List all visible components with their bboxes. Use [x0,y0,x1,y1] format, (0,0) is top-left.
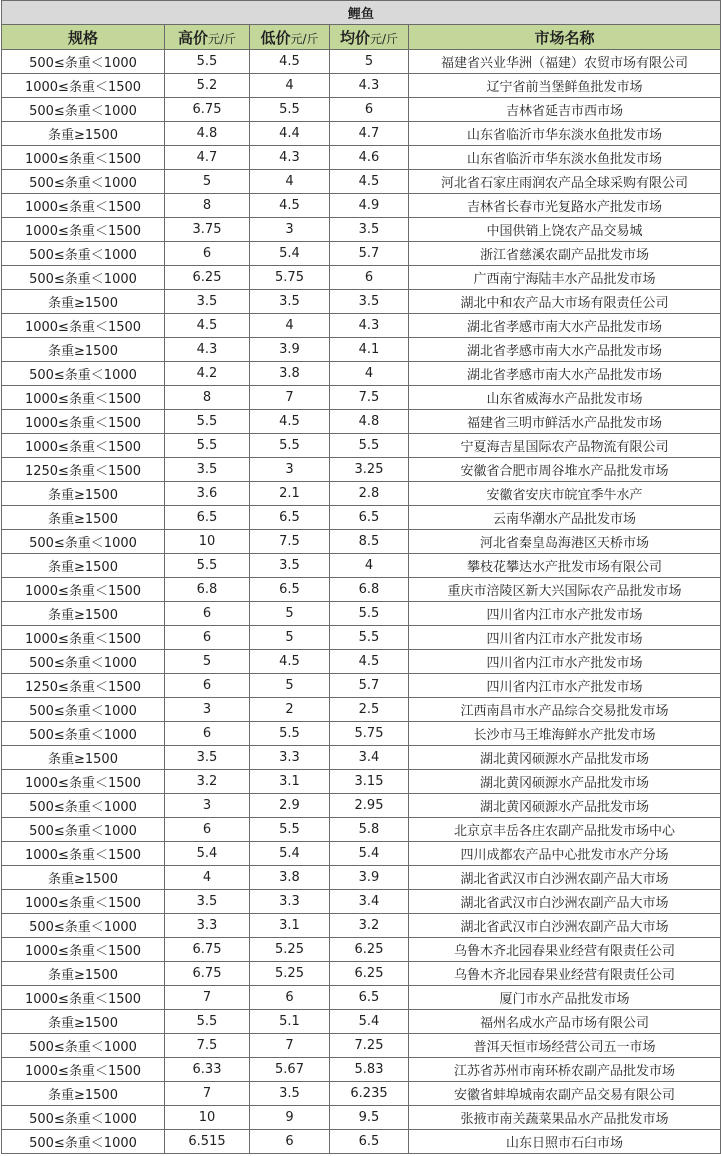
table-row [2,338,721,362]
cell-spec: 1000≤条重＜1500 [2,626,165,650]
cell-spec: 1250≤条重＜1500 [2,458,165,482]
cell-high-price: 6 [165,722,250,746]
cell-market-name: 长沙市马王堆海鲜水产批发市场 [409,722,721,746]
cell-high-price: 7.5 [165,1034,250,1058]
cell-low-price: 7.5 [250,530,330,554]
cell-high-price: 3.5 [165,290,250,314]
cell-avg-price: 7.5 [330,386,409,410]
table-row [2,1010,721,1034]
cell-avg-price: 5.5 [330,626,409,650]
cell-high-price: 3 [165,794,250,818]
cell-avg-price: 6.5 [330,506,409,530]
cell-market-name: 攀枝花攀达水产批发市场有限公司 [409,554,721,578]
cell-market-name: 辽宁省前当堡鲜鱼批发市场 [409,74,721,98]
cell-spec: 1000≤条重＜1500 [2,386,165,410]
cell-avg-price: 2.8 [330,482,409,506]
cell-avg-price: 4.3 [330,74,409,98]
cell-high-price: 6 [165,674,250,698]
cell-spec: 1000≤条重＜1500 [2,314,165,338]
table-title: 鲤鱼 [2,1,721,25]
cell-spec: 条重≥1500 [2,122,165,146]
table-row [2,842,721,866]
cell-spec: 条重≥1500 [2,506,165,530]
cell-high-price: 5.4 [165,842,250,866]
table-row [2,1082,721,1106]
cell-avg-price: 5.8 [330,818,409,842]
cell-low-price: 4.5 [250,194,330,218]
cell-high-price: 5.5 [165,50,250,74]
cell-low-price: 3.5 [250,1082,330,1106]
cell-avg-price: 4.5 [330,170,409,194]
table-row [2,98,721,122]
cell-high-price: 4 [165,866,250,890]
cell-low-price: 5.5 [250,818,330,842]
table-row [2,386,721,410]
cell-high-price: 4.8 [165,122,250,146]
table-row [2,1058,721,1082]
cell-spec: 1000≤条重＜1500 [2,1058,165,1082]
cell-high-price: 6 [165,602,250,626]
title-row [2,1,721,25]
table-row [2,554,721,578]
cell-market-name: 四川成都农产品中心批发市水产分场 [409,842,721,866]
cell-low-price: 5.1 [250,1010,330,1034]
cell-spec: 500≤条重＜1000 [2,1130,165,1154]
table-body [2,50,721,1154]
cell-low-price: 9 [250,1106,330,1130]
cell-market-name: 湖北黄冈硕源水产品批发市场 [409,770,721,794]
cell-low-price: 3.9 [250,338,330,362]
cell-avg-price: 5.5 [330,434,409,458]
cell-high-price: 3.5 [165,746,250,770]
cell-market-name: 湖北黄冈硕源水产品批发市场 [409,746,721,770]
cell-low-price: 3.8 [250,362,330,386]
cell-avg-price: 4.6 [330,146,409,170]
cell-high-price: 4.3 [165,338,250,362]
cell-spec: 条重≥1500 [2,866,165,890]
cell-low-price: 5.75 [250,266,330,290]
cell-avg-price: 2.95 [330,794,409,818]
cell-avg-price: 6.25 [330,938,409,962]
table-row [2,626,721,650]
cell-low-price: 4 [250,314,330,338]
cell-spec: 1000≤条重＜1500 [2,74,165,98]
cell-market-name: 江西南昌市水产品综合交易批发市场 [409,698,721,722]
header-high-unit: 元/斤 [207,31,237,46]
cell-avg-price: 7.25 [330,1034,409,1058]
cell-high-price: 6 [165,626,250,650]
cell-market-name: 普洱天恒市场经营公司五一市场 [409,1034,721,1058]
cell-avg-price: 5.75 [330,722,409,746]
cell-avg-price: 5.5 [330,602,409,626]
table-row [2,914,721,938]
cell-market-name: 河北省秦皇岛海港区天桥市场 [409,530,721,554]
cell-avg-price: 3.4 [330,890,409,914]
price-table [1,0,721,1154]
cell-market-name: 湖北省孝感市南大水产品批发市场 [409,338,721,362]
table-row [2,146,721,170]
table-row [2,986,721,1010]
cell-high-price: 8 [165,194,250,218]
cell-high-price: 8 [165,386,250,410]
cell-high-price: 6.75 [165,98,250,122]
cell-avg-price: 6 [330,98,409,122]
cell-market-name: 中国供销上饶农产品交易城 [409,218,721,242]
cell-low-price: 5 [250,626,330,650]
cell-market-name: 山东省临沂市华东淡水鱼批发市场 [409,122,721,146]
cell-low-price: 4.5 [250,650,330,674]
cell-spec: 1000≤条重＜1500 [2,842,165,866]
cell-avg-price: 6.5 [330,986,409,1010]
cell-spec: 500≤条重＜1000 [2,362,165,386]
cell-avg-price: 6 [330,266,409,290]
cell-market-name: 山东省威海水产品批发市场 [409,386,721,410]
cell-market-name: 重庆市涪陵区新大兴国际农产品批发市场 [409,578,721,602]
table-row [2,314,721,338]
cell-low-price: 2 [250,698,330,722]
cell-low-price: 5.5 [250,98,330,122]
cell-spec: 500≤条重＜1000 [2,794,165,818]
table-row [2,458,721,482]
cell-avg-price: 4.5 [330,650,409,674]
cell-high-price: 4.2 [165,362,250,386]
cell-high-price: 5.5 [165,434,250,458]
table-row [2,602,721,626]
cell-low-price: 4.5 [250,410,330,434]
table-row [2,434,721,458]
cell-market-name: 湖北中和农产品大市场有限责任公司 [409,290,721,314]
cell-spec: 500≤条重＜1000 [2,650,165,674]
table-row [2,266,721,290]
cell-spec: 条重≥1500 [2,554,165,578]
table-row [2,194,721,218]
cell-spec: 500≤条重＜1000 [2,698,165,722]
cell-spec: 500≤条重＜1000 [2,818,165,842]
cell-spec: 500≤条重＜1000 [2,530,165,554]
table-row [2,218,721,242]
cell-spec: 500≤条重＜1000 [2,914,165,938]
header-avg-unit: 元/斤 [369,31,399,46]
cell-avg-price: 2.5 [330,698,409,722]
cell-low-price: 3.5 [250,554,330,578]
table-row [2,674,721,698]
cell-low-price: 5 [250,602,330,626]
cell-spec: 条重≥1500 [2,962,165,986]
cell-avg-price: 5 [330,50,409,74]
cell-market-name: 安徽省安庆市皖宜季牛水产 [409,482,721,506]
table-row [2,890,721,914]
cell-high-price: 5 [165,650,250,674]
cell-high-price: 3.3 [165,914,250,938]
cell-avg-price: 5.4 [330,842,409,866]
cell-market-name: 四川省内江市水产批发市场 [409,674,721,698]
cell-avg-price: 6.8 [330,578,409,602]
cell-market-name: 湖北黄冈硕源水产品批发市场 [409,794,721,818]
cell-low-price: 5.4 [250,842,330,866]
cell-market-name: 河北省石家庄雨润农产品全球采购有限公司 [409,170,721,194]
cell-low-price: 3.1 [250,770,330,794]
cell-spec: 条重≥1500 [2,290,165,314]
cell-avg-price: 5.7 [330,242,409,266]
cell-avg-price: 3.9 [330,866,409,890]
cell-low-price: 5 [250,674,330,698]
table-row [2,362,721,386]
cell-market-name: 乌鲁木齐北园春果业经营有限责任公司 [409,938,721,962]
cell-spec: 500≤条重＜1000 [2,170,165,194]
cell-market-name: 山东省临沂市华东淡水鱼批发市场 [409,146,721,170]
header-avg [330,25,409,50]
cell-high-price: 6.75 [165,938,250,962]
cell-market-name: 云南华潮水产品批发市场 [409,506,721,530]
cell-market-name: 湖北省武汉市白沙洲农副产品大市场 [409,914,721,938]
cell-spec: 条重≥1500 [2,338,165,362]
cell-avg-price: 4.8 [330,410,409,434]
cell-spec: 条重≥1500 [2,1082,165,1106]
cell-spec: 条重≥1500 [2,602,165,626]
cell-spec: 1000≤条重＜1500 [2,938,165,962]
cell-market-name: 张掖市南关蔬菜果品水产品批发市场 [409,1106,721,1130]
cell-high-price: 5 [165,170,250,194]
cell-low-price: 4 [250,74,330,98]
cell-avg-price: 3.4 [330,746,409,770]
table-row [2,1034,721,1058]
cell-avg-price: 4.9 [330,194,409,218]
cell-low-price: 3.3 [250,746,330,770]
cell-low-price: 2.1 [250,482,330,506]
table-row [2,1106,721,1130]
cell-avg-price: 4 [330,362,409,386]
cell-low-price: 5.5 [250,434,330,458]
cell-avg-price: 5.83 [330,1058,409,1082]
cell-spec: 1000≤条重＜1500 [2,218,165,242]
cell-high-price: 6 [165,818,250,842]
cell-high-price: 5.5 [165,554,250,578]
table-row [2,482,721,506]
cell-avg-price: 3.5 [330,218,409,242]
table-row [2,722,721,746]
cell-high-price: 6.515 [165,1130,250,1154]
cell-market-name: 广西南宁海陆丰水产品批发市场 [409,266,721,290]
cell-low-price: 6 [250,1130,330,1154]
cell-low-price: 5.5 [250,722,330,746]
table-row [2,506,721,530]
cell-low-price: 5.25 [250,938,330,962]
cell-high-price: 6.8 [165,578,250,602]
cell-spec: 500≤条重＜1000 [2,266,165,290]
cell-market-name: 安徽省蚌埠城南农副产品交易有限公司 [409,1082,721,1106]
table-row [2,746,721,770]
table-row [2,866,721,890]
cell-avg-price: 3.5 [330,290,409,314]
table-row [2,578,721,602]
cell-low-price: 3.5 [250,290,330,314]
cell-high-price: 5.5 [165,1010,250,1034]
table-row [2,770,721,794]
cell-low-price: 4.4 [250,122,330,146]
cell-low-price: 6.5 [250,506,330,530]
cell-low-price: 3 [250,218,330,242]
cell-spec: 条重≥1500 [2,746,165,770]
table-row [2,242,721,266]
cell-spec: 500≤条重＜1000 [2,1034,165,1058]
cell-low-price: 4 [250,170,330,194]
cell-spec: 500≤条重＜1000 [2,242,165,266]
cell-market-name: 四川省内江市水产批发市场 [409,602,721,626]
cell-high-price: 5.2 [165,74,250,98]
cell-low-price: 5.67 [250,1058,330,1082]
cell-market-name: 福建省兴业华洲（福建）农贸市场有限公司 [409,50,721,74]
table-row [2,938,721,962]
cell-avg-price: 5.4 [330,1010,409,1034]
table-row [2,1130,721,1154]
table-row [2,818,721,842]
cell-spec: 1000≤条重＜1500 [2,770,165,794]
cell-low-price: 5.4 [250,242,330,266]
cell-spec: 500≤条重＜1000 [2,722,165,746]
cell-high-price: 3.5 [165,890,250,914]
cell-spec: 1000≤条重＜1500 [2,410,165,434]
cell-spec: 条重≥1500 [2,1010,165,1034]
cell-avg-price: 6.25 [330,962,409,986]
table-row [2,650,721,674]
table-row [2,530,721,554]
cell-spec: 1000≤条重＜1500 [2,986,165,1010]
cell-spec: 条重≥1500 [2,482,165,506]
header-market: 市场名称 [409,25,721,50]
header-low-label: 低价 [260,28,291,47]
cell-market-name: 吉林省延吉市西市场 [409,98,721,122]
cell-avg-price: 6.5 [330,1130,409,1154]
cell-high-price: 3.75 [165,218,250,242]
table-row [2,122,721,146]
cell-low-price: 3.8 [250,866,330,890]
cell-avg-price: 5.7 [330,674,409,698]
cell-low-price: 3.3 [250,890,330,914]
cell-avg-price: 6.235 [330,1082,409,1106]
cell-market-name: 湖北省武汉市白沙洲农副产品大市场 [409,890,721,914]
cell-market-name: 福州名成水产品市场有限公司 [409,1010,721,1034]
cell-high-price: 3.2 [165,770,250,794]
cell-high-price: 4.7 [165,146,250,170]
cell-market-name: 湖北省武汉市白沙洲农副产品大市场 [409,866,721,890]
cell-market-name: 吉林省长春市光复路水产批发市场 [409,194,721,218]
table-row [2,962,721,986]
cell-low-price: 3 [250,458,330,482]
table-row [2,74,721,98]
cell-spec: 500≤条重＜1000 [2,1106,165,1130]
cell-avg-price: 8.5 [330,530,409,554]
table-row [2,50,721,74]
cell-high-price: 6 [165,242,250,266]
cell-market-name: 湖北省孝感市南大水产品批发市场 [409,362,721,386]
cell-spec: 500≤条重＜1000 [2,98,165,122]
cell-market-name: 北京京丰岳各庄农副产品批发市场中心 [409,818,721,842]
table-row [2,290,721,314]
cell-market-name: 福建省三明市鲜活水产品批发市场 [409,410,721,434]
cell-high-price: 6.5 [165,506,250,530]
cell-high-price: 4.5 [165,314,250,338]
cell-spec: 1250≤条重＜1500 [2,674,165,698]
header-avg-label: 均价 [339,28,370,47]
cell-market-name: 浙江省慈溪农副产品批发市场 [409,242,721,266]
cell-high-price: 3 [165,698,250,722]
cell-spec: 1000≤条重＜1500 [2,578,165,602]
cell-market-name: 四川省内江市水产批发市场 [409,650,721,674]
cell-low-price: 5.25 [250,962,330,986]
cell-high-price: 3.5 [165,458,250,482]
cell-avg-price: 4.3 [330,314,409,338]
cell-low-price: 6.5 [250,578,330,602]
cell-low-price: 7 [250,1034,330,1058]
cell-low-price: 4.5 [250,50,330,74]
cell-market-name: 厦门市水产品批发市场 [409,986,721,1010]
cell-market-name: 四川省内江市水产批发市场 [409,626,721,650]
table-row [2,410,721,434]
cell-low-price: 4.3 [250,146,330,170]
cell-high-price: 6.75 [165,962,250,986]
cell-spec: 1000≤条重＜1500 [2,146,165,170]
cell-high-price: 3.6 [165,482,250,506]
cell-market-name: 山东日照市石臼市场 [409,1130,721,1154]
cell-avg-price: 4.7 [330,122,409,146]
cell-market-name: 湖北省孝感市南大水产品批发市场 [409,314,721,338]
cell-market-name: 安徽省合肥市周谷堆水产品批发市场 [409,458,721,482]
header-low [250,25,330,50]
cell-spec: 1000≤条重＜1500 [2,890,165,914]
table-row [2,698,721,722]
table-row [2,170,721,194]
cell-avg-price: 9.5 [330,1106,409,1130]
cell-avg-price: 3.25 [330,458,409,482]
header-low-unit: 元/斤 [290,31,319,46]
cell-low-price: 2.9 [250,794,330,818]
table-row [2,794,721,818]
cell-high-price: 7 [165,986,250,1010]
cell-spec: 1000≤条重＜1500 [2,434,165,458]
cell-low-price: 3.1 [250,914,330,938]
cell-high-price: 7 [165,1082,250,1106]
cell-high-price: 10 [165,530,250,554]
cell-avg-price: 3.2 [330,914,409,938]
cell-high-price: 6.25 [165,266,250,290]
header-high-label: 高价 [177,28,208,47]
cell-low-price: 6 [250,986,330,1010]
cell-low-price: 7 [250,386,330,410]
cell-market-name: 宁夏海吉星国际农产品物流有限公司 [409,434,721,458]
header-high [165,25,250,50]
cell-avg-price: 3.15 [330,770,409,794]
cell-spec: 1000≤条重＜1500 [2,194,165,218]
header-row [2,25,721,50]
cell-spec: 500≤条重＜1000 [2,50,165,74]
cell-high-price: 6.33 [165,1058,250,1082]
cell-market-name: 江苏省苏州市南环桥农副产品批发市场 [409,1058,721,1082]
cell-high-price: 5.5 [165,410,250,434]
header-spec: 规格 [2,25,165,50]
cell-high-price: 10 [165,1106,250,1130]
cell-avg-price: 4.1 [330,338,409,362]
cell-avg-price: 4 [330,554,409,578]
cell-market-name: 乌鲁木齐北园春果业经营有限责任公司 [409,962,721,986]
